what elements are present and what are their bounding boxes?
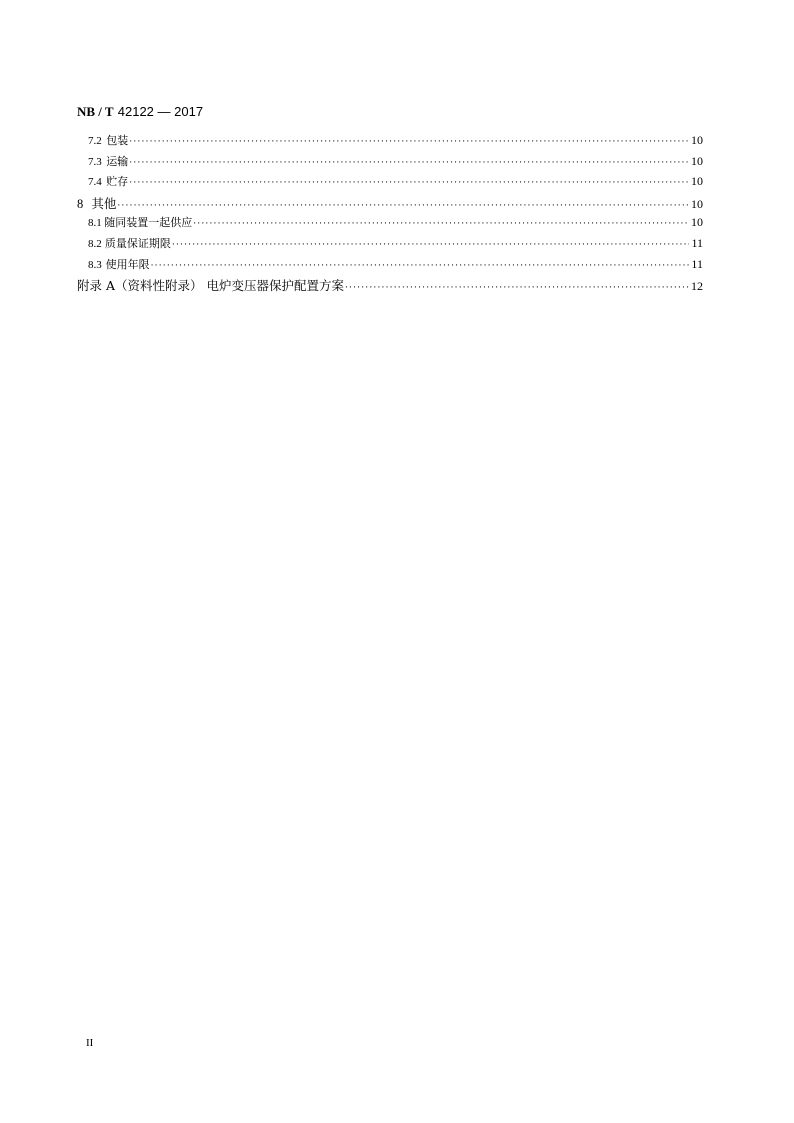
toc-entry-page: 12: [691, 279, 703, 294]
toc-entry-title: 附录 A（资料性附录） 电炉变压器保护配置方案: [77, 278, 344, 294]
toc-dot-leader: [129, 178, 689, 188]
toc-entry-page: 10: [691, 174, 703, 189]
toc-entry-title: 其他: [91, 195, 117, 211]
document-header: [77, 103, 203, 122]
toc-entry-8-2[interactable]: [77, 235, 703, 256]
toc-entry-page: 11: [691, 235, 703, 250]
toc-entry-8[interactable]: [77, 194, 703, 215]
toc-entry-number: 8.2: [88, 237, 102, 250]
toc-entry-title: 使用年限: [105, 257, 150, 271]
toc-entry-page: 11: [691, 256, 703, 271]
toc-entry-title: 质量保证期限: [104, 236, 171, 250]
toc-entry-number: 8: [77, 196, 84, 211]
toc-entry-title: 运输: [106, 154, 129, 168]
toc-entry-title: 贮存: [106, 175, 129, 189]
toc-dot-leader: [345, 283, 689, 293]
toc-entry-7-4[interactable]: [77, 173, 703, 194]
toc-entry-page: 10: [691, 215, 703, 230]
toc-entry-title: 包装: [106, 134, 129, 147]
toc-dot-leader: [129, 137, 689, 147]
toc-entry-8-1[interactable]: [77, 214, 703, 235]
toc-entry-page: 10: [691, 196, 703, 211]
toc-dot-leader: [172, 240, 690, 250]
table-of-contents: [77, 132, 703, 297]
page-number: II: [86, 1037, 94, 1049]
toc-entry-page: 10: [691, 153, 703, 168]
toc-entry-number: 8.3: [88, 258, 102, 271]
toc-entry-7-3[interactable]: [77, 153, 703, 174]
toc-entry-number: 7.2: [88, 135, 102, 147]
standard-prefix: NB / T: [77, 104, 114, 119]
toc-entry-title: 随同装置一起供应: [104, 216, 193, 230]
toc-entry-number: 7.4: [88, 176, 102, 189]
toc-dot-leader: [117, 201, 689, 211]
toc-entry-7-2[interactable]: [77, 132, 703, 153]
toc-entry-number: 7.3: [88, 155, 102, 168]
toc-dot-leader: [151, 261, 690, 271]
toc-entry-appendix-a[interactable]: [77, 276, 703, 297]
standard-number: 42122 — 2017: [117, 104, 204, 119]
toc-entry-number: 8.1: [88, 217, 102, 230]
toc-entry-8-3[interactable]: [77, 256, 703, 277]
toc-entry-page: 10: [691, 133, 703, 147]
toc-dot-leader: [193, 219, 689, 229]
toc-dot-leader: [129, 158, 689, 168]
